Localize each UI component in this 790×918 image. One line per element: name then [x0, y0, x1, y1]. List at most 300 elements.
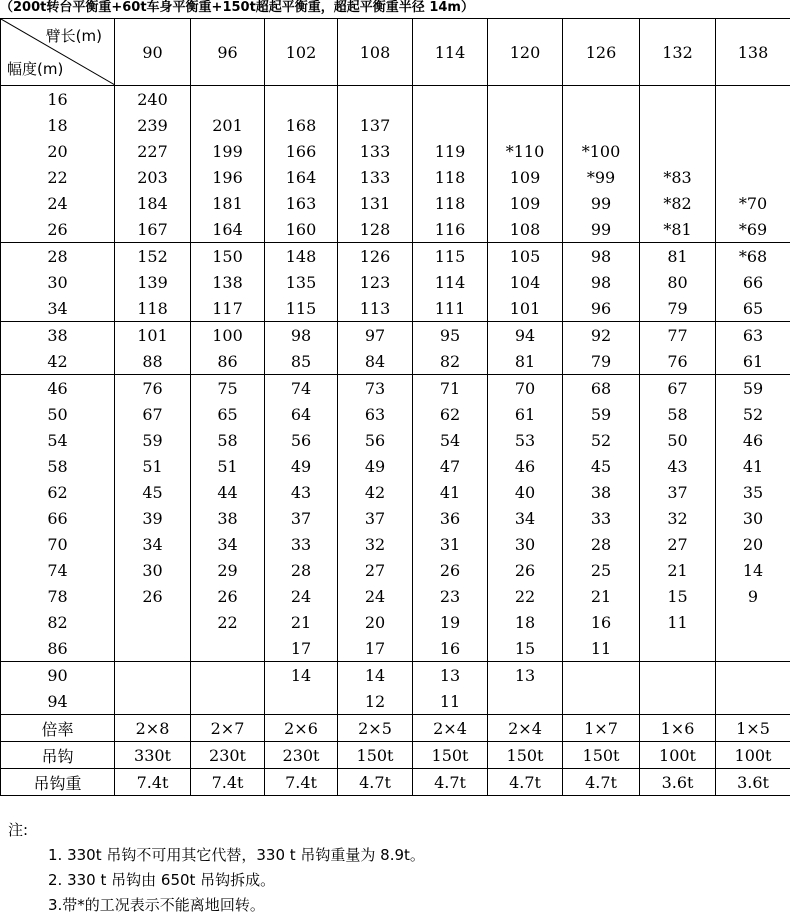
- boom-length-header: 102: [265, 19, 338, 86]
- table-row: [1, 295, 790, 322]
- load-cell: 79: [563, 348, 640, 375]
- load-cell: 104: [488, 269, 563, 295]
- load-cell: 17: [338, 635, 413, 662]
- load-cell: 40: [488, 479, 563, 505]
- footer-cell: 2×4: [488, 715, 563, 742]
- load-cell: [488, 86, 563, 113]
- load-cell: 148: [265, 243, 338, 270]
- load-cell: 70: [488, 375, 563, 402]
- radius-cell: 26: [1, 216, 115, 243]
- load-cell: 66: [716, 269, 790, 295]
- radius-cell: 50: [1, 401, 115, 427]
- footer-row: [1, 715, 790, 742]
- load-cell: 196: [191, 164, 265, 190]
- load-cell: [716, 635, 790, 662]
- load-cell: 99: [563, 190, 640, 216]
- load-cell: 95: [413, 322, 488, 349]
- radius-cell: 82: [1, 609, 115, 635]
- table-row: [1, 688, 790, 715]
- footer-cell: 4.7t: [338, 769, 413, 796]
- load-cell: 45: [563, 453, 640, 479]
- load-cell: 123: [338, 269, 413, 295]
- radius-cell: 90: [1, 662, 115, 689]
- radius-cell: 30: [1, 269, 115, 295]
- load-cell: 164: [191, 216, 265, 243]
- table-row: [1, 505, 790, 531]
- radius-cell: 28: [1, 243, 115, 270]
- footer-cell: 150t: [488, 742, 563, 769]
- table-title: （200t转台平衡重+60t车身平衡重+150t超起平衡重，超起平衡重半径 14m）: [0, 0, 474, 16]
- radius-cell: 42: [1, 348, 115, 375]
- load-cell: 59: [563, 401, 640, 427]
- load-cell: [115, 609, 191, 635]
- load-cell: 167: [115, 216, 191, 243]
- load-cell: *99: [563, 164, 640, 190]
- footer-cell: 2×8: [115, 715, 191, 742]
- load-cell: 137: [338, 112, 413, 138]
- load-cell: 49: [338, 453, 413, 479]
- load-cell: 135: [265, 269, 338, 295]
- load-cell: 81: [488, 348, 563, 375]
- load-cell: 38: [563, 479, 640, 505]
- footer-cell: 100t: [716, 742, 790, 769]
- load-cell: 239: [115, 112, 191, 138]
- load-cell: 27: [640, 531, 716, 557]
- load-cell: 53: [488, 427, 563, 453]
- load-cell: 71: [413, 375, 488, 402]
- load-cell: [640, 688, 716, 715]
- load-cell: 99: [563, 216, 640, 243]
- table-row: [1, 375, 790, 402]
- load-cell: 114: [413, 269, 488, 295]
- load-cell: [265, 688, 338, 715]
- load-cell: 75: [191, 375, 265, 402]
- footer-cell: 100t: [640, 742, 716, 769]
- load-cell: [115, 688, 191, 715]
- load-cell: 59: [716, 375, 790, 402]
- load-cell: [115, 635, 191, 662]
- load-cell: 39: [115, 505, 191, 531]
- radius-cell: 46: [1, 375, 115, 402]
- load-cell: 28: [563, 531, 640, 557]
- radius-cell: 78: [1, 583, 115, 609]
- radius-cell: 70: [1, 531, 115, 557]
- load-cell: 85: [265, 348, 338, 375]
- footer-label: 吊钩重: [1, 769, 115, 796]
- table-row: [1, 86, 790, 113]
- load-cell: *100: [563, 138, 640, 164]
- load-cell: 81: [640, 243, 716, 270]
- table-row: [1, 479, 790, 505]
- load-cell: 31: [413, 531, 488, 557]
- footer-label: 吊钩: [1, 742, 115, 769]
- load-cell: [488, 688, 563, 715]
- load-cell: 11: [640, 609, 716, 635]
- load-cell: 42: [338, 479, 413, 505]
- load-cell: 12: [338, 688, 413, 715]
- load-cell: 33: [563, 505, 640, 531]
- load-cell: *68: [716, 243, 790, 270]
- table-row: [1, 662, 790, 689]
- load-cell: [716, 138, 790, 164]
- load-cell: *81: [640, 216, 716, 243]
- load-cell: 63: [716, 322, 790, 349]
- boom-length-header: 138: [716, 19, 790, 86]
- load-cell: 76: [115, 375, 191, 402]
- load-cell: 19: [413, 609, 488, 635]
- load-cell: 34: [488, 505, 563, 531]
- load-cell: 13: [488, 662, 563, 689]
- load-cell: 15: [488, 635, 563, 662]
- load-cell: 38: [191, 505, 265, 531]
- load-cell: 101: [488, 295, 563, 322]
- load-cell: 79: [640, 295, 716, 322]
- radius-cell: 34: [1, 295, 115, 322]
- load-cell: 14: [716, 557, 790, 583]
- load-cell: 46: [488, 453, 563, 479]
- load-cell: 37: [338, 505, 413, 531]
- boom-length-header: 96: [191, 19, 265, 86]
- load-cell: [191, 635, 265, 662]
- note-item: 3.带*的工况表示不能离地回转。: [8, 893, 425, 918]
- load-cell: *69: [716, 216, 790, 243]
- notes: [8, 818, 425, 918]
- load-cell: 63: [338, 401, 413, 427]
- load-cell: 46: [716, 427, 790, 453]
- load-cell: 101: [115, 322, 191, 349]
- footer-row: [1, 769, 790, 796]
- load-cell: 64: [265, 401, 338, 427]
- load-cell: 86: [191, 348, 265, 375]
- footer-cell: 7.4t: [265, 769, 338, 796]
- load-cell: 34: [191, 531, 265, 557]
- load-cell: 128: [338, 216, 413, 243]
- load-cell: 26: [413, 557, 488, 583]
- load-cell: 49: [265, 453, 338, 479]
- load-cell: 30: [488, 531, 563, 557]
- load-cell: 168: [265, 112, 338, 138]
- load-cell: 28: [265, 557, 338, 583]
- load-cell: 15: [640, 583, 716, 609]
- load-cell: 21: [563, 583, 640, 609]
- load-cell: 17: [265, 635, 338, 662]
- load-cell: 18: [488, 609, 563, 635]
- footer-cell: 4.7t: [413, 769, 488, 796]
- load-cell: 65: [191, 401, 265, 427]
- radius-cell: 24: [1, 190, 115, 216]
- load-cell: 181: [191, 190, 265, 216]
- load-cell: [640, 635, 716, 662]
- load-cell: 32: [640, 505, 716, 531]
- load-cell: 43: [265, 479, 338, 505]
- load-cell: [716, 86, 790, 113]
- load-cell: 115: [265, 295, 338, 322]
- load-cell: 119: [413, 138, 488, 164]
- load-cell: 115: [413, 243, 488, 270]
- load-cell: 24: [265, 583, 338, 609]
- load-cell: 100: [191, 322, 265, 349]
- load-cell: 56: [338, 427, 413, 453]
- notes-heading: 注:: [8, 818, 425, 843]
- load-cell: 67: [115, 401, 191, 427]
- load-cell: 80: [640, 269, 716, 295]
- table-row: [1, 401, 790, 427]
- radius-cell: 86: [1, 635, 115, 662]
- load-cell: [265, 86, 338, 113]
- load-cell: 14: [265, 662, 338, 689]
- load-cell: 21: [265, 609, 338, 635]
- load-cell: 45: [115, 479, 191, 505]
- load-cell: 166: [265, 138, 338, 164]
- table-row: [1, 216, 790, 243]
- load-cell: 126: [338, 243, 413, 270]
- load-cell: 227: [115, 138, 191, 164]
- load-cell: 27: [338, 557, 413, 583]
- footer-cell: 3.6t: [716, 769, 790, 796]
- load-cell: [563, 688, 640, 715]
- table-row: [1, 635, 790, 662]
- load-cell: 20: [338, 609, 413, 635]
- load-cell: 41: [413, 479, 488, 505]
- load-cell: 30: [115, 557, 191, 583]
- table-row: [1, 243, 790, 270]
- load-cell: 22: [488, 583, 563, 609]
- load-cell: 16: [413, 635, 488, 662]
- footer-row: [1, 742, 790, 769]
- load-cell: 105: [488, 243, 563, 270]
- load-cell: [413, 112, 488, 138]
- footer-cell: 2×7: [191, 715, 265, 742]
- load-cell: [716, 164, 790, 190]
- load-cell: 94: [488, 322, 563, 349]
- load-cell: 65: [716, 295, 790, 322]
- load-cell: 98: [265, 322, 338, 349]
- load-cell: 61: [488, 401, 563, 427]
- boom-length-header: 108: [338, 19, 413, 86]
- load-cell: [716, 688, 790, 715]
- load-cell: 133: [338, 164, 413, 190]
- table-row: [1, 112, 790, 138]
- radius-cell: 16: [1, 86, 115, 113]
- load-cell: 109: [488, 190, 563, 216]
- footer-cell: 1×7: [563, 715, 640, 742]
- load-cell: [640, 86, 716, 113]
- table-row: [1, 269, 790, 295]
- load-cell: 109: [488, 164, 563, 190]
- load-cell: *82: [640, 190, 716, 216]
- load-cell: 98: [563, 269, 640, 295]
- load-cell: 44: [191, 479, 265, 505]
- load-cell: 14: [338, 662, 413, 689]
- load-cell: 116: [413, 216, 488, 243]
- load-cell: [640, 112, 716, 138]
- table-row: [1, 164, 790, 190]
- radius-cell: 18: [1, 112, 115, 138]
- load-chart-table: [0, 18, 790, 796]
- load-cell: 16: [563, 609, 640, 635]
- load-cell: 58: [191, 427, 265, 453]
- radius-cell: 22: [1, 164, 115, 190]
- load-cell: *70: [716, 190, 790, 216]
- table-row: [1, 609, 790, 635]
- table-row: [1, 453, 790, 479]
- load-cell: 37: [640, 479, 716, 505]
- load-cell: 84: [338, 348, 413, 375]
- load-cell: 199: [191, 138, 265, 164]
- footer-cell: 230t: [265, 742, 338, 769]
- load-cell: [488, 112, 563, 138]
- footer-label: 倍率: [1, 715, 115, 742]
- table-row: [1, 348, 790, 375]
- load-cell: 59: [115, 427, 191, 453]
- load-cell: 74: [265, 375, 338, 402]
- footer-cell: 1×6: [640, 715, 716, 742]
- load-cell: 26: [115, 583, 191, 609]
- load-cell: 201: [191, 112, 265, 138]
- radius-label: 幅度(m): [7, 58, 63, 79]
- footer-cell: 7.4t: [115, 769, 191, 796]
- load-cell: 43: [640, 453, 716, 479]
- table-row: [1, 557, 790, 583]
- boom-length-header: 90: [115, 19, 191, 86]
- load-cell: 23: [413, 583, 488, 609]
- load-cell: 118: [413, 190, 488, 216]
- load-cell: 37: [265, 505, 338, 531]
- load-cell: 160: [265, 216, 338, 243]
- radius-cell: 54: [1, 427, 115, 453]
- load-cell: [115, 662, 191, 689]
- load-cell: 152: [115, 243, 191, 270]
- load-cell: [191, 688, 265, 715]
- load-cell: *83: [640, 164, 716, 190]
- radius-cell: 66: [1, 505, 115, 531]
- load-cell: [191, 662, 265, 689]
- load-cell: 13: [413, 662, 488, 689]
- load-cell: 29: [191, 557, 265, 583]
- load-cell: 26: [488, 557, 563, 583]
- load-cell: 77: [640, 322, 716, 349]
- footer-cell: 330t: [115, 742, 191, 769]
- footer-cell: 2×6: [265, 715, 338, 742]
- footer-cell: 4.7t: [563, 769, 640, 796]
- load-cell: 20: [716, 531, 790, 557]
- load-cell: 133: [338, 138, 413, 164]
- load-cell: 30: [716, 505, 790, 531]
- load-cell: 52: [716, 401, 790, 427]
- load-cell: 58: [640, 401, 716, 427]
- load-cell: 118: [115, 295, 191, 322]
- radius-cell: 20: [1, 138, 115, 164]
- load-cell: 67: [640, 375, 716, 402]
- radius-cell: 94: [1, 688, 115, 715]
- load-cell: 24: [338, 583, 413, 609]
- load-cell: 51: [191, 453, 265, 479]
- load-cell: 82: [413, 348, 488, 375]
- load-cell: [338, 86, 413, 113]
- footer-cell: 2×4: [413, 715, 488, 742]
- load-cell: 92: [563, 322, 640, 349]
- load-cell: 118: [413, 164, 488, 190]
- boom-length-header: 132: [640, 19, 716, 86]
- load-cell: [563, 86, 640, 113]
- table-body: [1, 86, 790, 796]
- footer-cell: 150t: [563, 742, 640, 769]
- load-cell: [640, 662, 716, 689]
- load-cell: 108: [488, 216, 563, 243]
- load-cell: 164: [265, 164, 338, 190]
- load-cell: 163: [265, 190, 338, 216]
- load-cell: 32: [338, 531, 413, 557]
- load-cell: 26: [191, 583, 265, 609]
- load-cell: 131: [338, 190, 413, 216]
- load-cell: 9: [716, 583, 790, 609]
- footer-cell: 7.4t: [191, 769, 265, 796]
- table-row: [1, 138, 790, 164]
- radius-cell: 62: [1, 479, 115, 505]
- load-cell: 97: [338, 322, 413, 349]
- load-cell: 138: [191, 269, 265, 295]
- load-cell: 21: [640, 557, 716, 583]
- footer-cell: 2×5: [338, 715, 413, 742]
- load-cell: 139: [115, 269, 191, 295]
- load-cell: 56: [265, 427, 338, 453]
- table-row: [1, 531, 790, 557]
- radius-cell: 58: [1, 453, 115, 479]
- radius-cell: 38: [1, 322, 115, 349]
- table-row: [1, 190, 790, 216]
- load-cell: [413, 86, 488, 113]
- boom-length-header: 120: [488, 19, 563, 86]
- note-item: 2. 330 t 吊钩由 650t 吊钩拆成。: [8, 868, 425, 893]
- load-cell: 240: [115, 86, 191, 113]
- load-cell: [191, 86, 265, 113]
- load-cell: [716, 112, 790, 138]
- load-cell: 22: [191, 609, 265, 635]
- footer-cell: 1×5: [716, 715, 790, 742]
- load-cell: 11: [413, 688, 488, 715]
- table-row: [1, 583, 790, 609]
- load-cell: 51: [115, 453, 191, 479]
- note-item: 1. 330t 吊钩不可用其它代替，330 t 吊钩重量为 8.9t。: [8, 843, 425, 868]
- table-row: [1, 322, 790, 349]
- load-cell: [640, 138, 716, 164]
- boom-length-header: 114: [413, 19, 488, 86]
- load-cell: 111: [413, 295, 488, 322]
- footer-cell: 3.6t: [640, 769, 716, 796]
- load-cell: 88: [115, 348, 191, 375]
- load-cell: 113: [338, 295, 413, 322]
- footer-cell: 230t: [191, 742, 265, 769]
- load-cell: [563, 112, 640, 138]
- load-cell: 98: [563, 243, 640, 270]
- load-cell: 96: [563, 295, 640, 322]
- radius-cell: 74: [1, 557, 115, 583]
- boom-length-header: 126: [563, 19, 640, 86]
- header-row: [1, 19, 790, 86]
- table-row: [1, 427, 790, 453]
- footer-cell: 150t: [413, 742, 488, 769]
- load-cell: 184: [115, 190, 191, 216]
- load-cell: 50: [640, 427, 716, 453]
- load-cell: [563, 662, 640, 689]
- load-cell: 47: [413, 453, 488, 479]
- load-cell: 34: [115, 531, 191, 557]
- load-cell: [716, 609, 790, 635]
- load-cell: [716, 662, 790, 689]
- load-cell: 33: [265, 531, 338, 557]
- corner-cell: [1, 19, 115, 86]
- load-cell: 36: [413, 505, 488, 531]
